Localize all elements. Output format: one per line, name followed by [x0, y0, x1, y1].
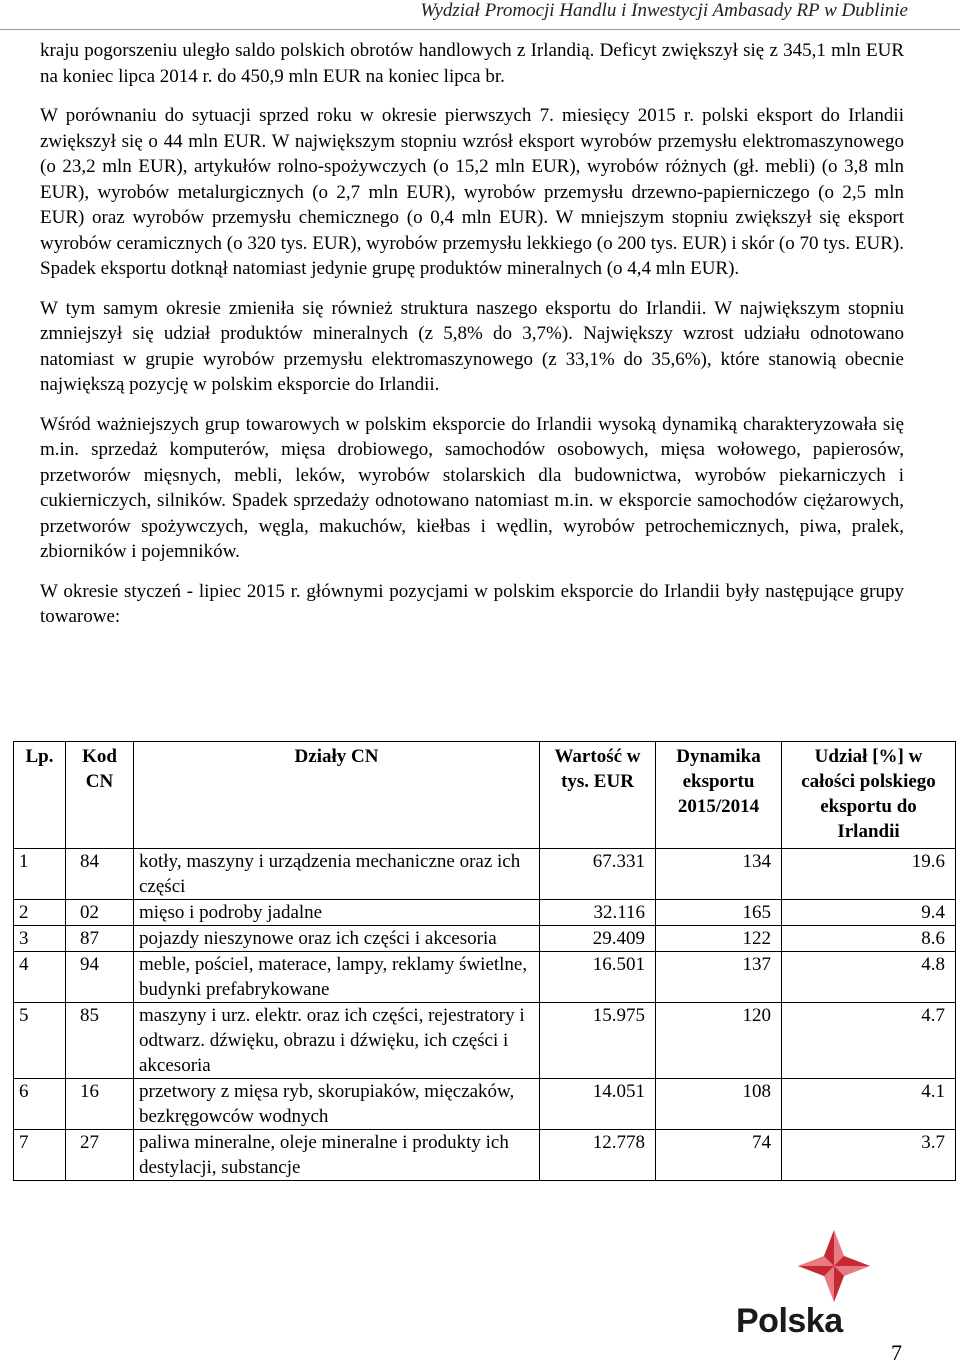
- table-row: [14, 900, 956, 926]
- cell-dzial: meble, pościel, materace, lampy, reklamy świetlne, budynki prefabrykowane: [134, 952, 540, 1003]
- export-table-wrapper: [13, 741, 955, 1181]
- paragraph-2: W porównaniu do sytuacji sprzed roku w okresie pierwszych 7. miesięcy 2015 r. polski eksport do Irlandii zwiększył się o 44 mln EUR. W największym stopniu wzrósł eksport wyrobów przemysłu elektromaszynowego (o 23,2 mln EUR), artykułów rolno-spożywczych (o 15,2 mln EUR), wyrobów różnych (gł. mebli) (o 3,8 mln EUR), wyrobów metalurgicznych (o 2,7 mln EUR), wyrobów przemysłu drzewno-papierniczego (o 2,5 mln EUR) oraz wyrobów przemysłu chemicznego (o 0,4 mln EUR). W mniejszym stopniu zwiększył się eksport wyrobów ceramicznych (o 320 tys. EUR), wyrobów przemysłu lekkiego (o 200 tys. EUR) i skór (o 70 tys. EUR). Spadek eksportu dotknął natomiast jedynie grupę produktów mineralnych (o 4,4 mln EUR).: [40, 105, 904, 279]
- cell-kod: 94: [66, 952, 134, 1003]
- cell-udzial: 8.6: [782, 926, 956, 952]
- cell-dynamika: 134: [656, 849, 782, 900]
- cell-lp: 1: [14, 849, 66, 900]
- table-row: [14, 1003, 956, 1079]
- cell-lp: 4: [14, 952, 66, 1003]
- page-number: 7: [891, 1340, 902, 1365]
- paragraph-1: kraju pogorszeniu uległo saldo polskich obrotów handlowych z Irlandią. Deficyt zwiększył się z 345,1 mln EUR na koniec lipca 2014 r. do 450,9 mln EUR na koniec lipca br.: [40, 40, 904, 87]
- header-lp: Lp.: [14, 742, 66, 849]
- cell-kod: 16: [66, 1079, 134, 1130]
- cell-kod: 87: [66, 926, 134, 952]
- header-divider: [0, 29, 960, 30]
- cell-wartosc: 15.975: [540, 1003, 656, 1079]
- cell-dynamika: 137: [656, 952, 782, 1003]
- cell-udzial: 4.7: [782, 1003, 956, 1079]
- logo-text: Polska: [736, 1302, 843, 1340]
- cell-udzial: 3.7: [782, 1130, 956, 1181]
- export-table: [13, 741, 956, 1181]
- cell-dzial: mięso i podroby jadalne: [134, 900, 540, 926]
- cell-kod: 02: [66, 900, 134, 926]
- cell-dzial: paliwa mineralne, oleje mineralne i produkty ich destylacji, substancje: [134, 1130, 540, 1181]
- header-kod-cn: Kod CN: [66, 742, 134, 849]
- cell-udzial: 4.1: [782, 1079, 956, 1130]
- cell-lp: 6: [14, 1079, 66, 1130]
- cell-wartosc: 67.331: [540, 849, 656, 900]
- cell-wartosc: 14.051: [540, 1079, 656, 1130]
- cell-lp: 7: [14, 1130, 66, 1181]
- page-header: [0, 0, 960, 26]
- cell-kod: 27: [66, 1130, 134, 1181]
- cell-wartosc: 32.116: [540, 900, 656, 926]
- cell-dzial: maszyny i urz. elektr. oraz ich części, rejestratory i odtwarz. dźwięku, obrazu i dźwięku, ich części i akcesoria: [134, 1003, 540, 1079]
- cell-udzial: 4.8: [782, 952, 956, 1003]
- paragraph-3: W tym samym okresie zmieniła się również struktura naszego eksportu do Irlandii. W największym stopniu zmniejszył się udział produktów mineralnych (z 5,8% do 3,7%). Największy wzrost udziału odnotowano natomiast w grupie wyrobów przemysłu elektromaszynowego (z 33,1% do 35,6%), które stanowią obecnie największą pozycję w polskim eksporcie do Irlandii.: [40, 297, 904, 395]
- cell-wartosc: 16.501: [540, 952, 656, 1003]
- table-row: [14, 1079, 956, 1130]
- cell-kod: 85: [66, 1003, 134, 1079]
- header-udzial: Udział [%] w całości polskiego eksportu do Irlandii: [782, 742, 956, 849]
- header-wartosc: Wartość w tys. EUR: [540, 742, 656, 849]
- table-header-row: [14, 742, 956, 849]
- header-title: Wydział Promocji Handlu i Inwestycji Ambasady RP w Dublinie: [420, 0, 908, 21]
- cell-lp: 2: [14, 900, 66, 926]
- cell-dynamika: 108: [656, 1079, 782, 1130]
- table-row: [14, 926, 956, 952]
- document-body: [40, 38, 904, 644]
- table-row: [14, 849, 956, 900]
- cell-dynamika: 120: [656, 1003, 782, 1079]
- cell-dzial: pojazdy nieszynowe oraz ich części i akcesoria: [134, 926, 540, 952]
- cell-lp: 5: [14, 1003, 66, 1079]
- cell-lp: 3: [14, 926, 66, 952]
- header-dynamika: Dynamika eksportu 2015/2014: [656, 742, 782, 849]
- paragraph-4: Wśród ważniejszych grup towarowych w polskim eksporcie do Irlandii wysoką dynamiką charakteryzowała się m.in. sprzedaż komputerów, mięsa drobiowego, samochodów osobowych, mięsa wołowego, papierosów, przetworów mięsnych, mebli, leków, wyrobów stolarskich dla budownictwa, wyrobów piekarniczych i cukierniczych, silników. Spadek sprzedaży odnotowano natomiast m.in. w eksporcie samochodów ciężarowych, przetworów spożywczych, węgla, makuchów, kiełbas i wędlin, wyrobów petrochemicznych, piwa, pralek, zbiorników i pojemników.: [40, 413, 904, 562]
- polska-star-logo-icon: [730, 1228, 890, 1308]
- header-dzialy-cn: Działy CN: [134, 742, 540, 849]
- table-row: [14, 1130, 956, 1181]
- paragraph-5: W okresie styczeń - lipiec 2015 r. głównymi pozycjami w polskim eksporcie do Irlandii były następujące grupy towarowe:: [40, 580, 904, 627]
- cell-dynamika: 74: [656, 1130, 782, 1181]
- cell-dzial: kotły, maszyny i urządzenia mechaniczne oraz ich części: [134, 849, 540, 900]
- cell-dynamika: 122: [656, 926, 782, 952]
- cell-dzial: przetwory z mięsa ryb, skorupiaków, mięczaków, bezkręgowców wodnych: [134, 1079, 540, 1130]
- cell-wartosc: 12.778: [540, 1130, 656, 1181]
- cell-wartosc: 29.409: [540, 926, 656, 952]
- polska-logo: [730, 1228, 890, 1338]
- table-row: [14, 952, 956, 1003]
- cell-udzial: 19.6: [782, 849, 956, 900]
- cell-dynamika: 165: [656, 900, 782, 926]
- cell-udzial: 9.4: [782, 900, 956, 926]
- cell-kod: 84: [66, 849, 134, 900]
